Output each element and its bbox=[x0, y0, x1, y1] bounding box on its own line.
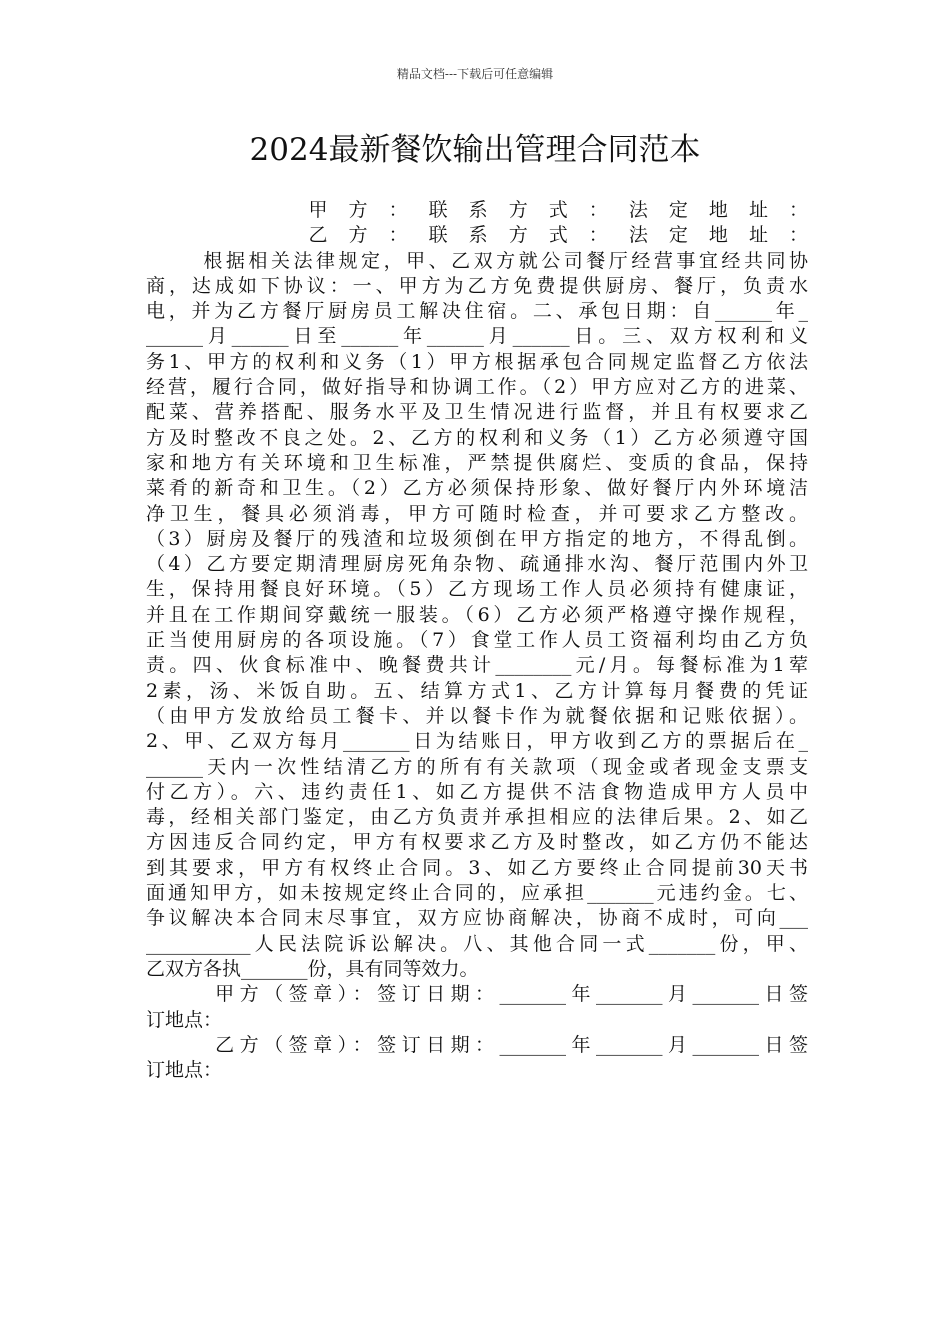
body-line: 面通知甲方，如未按规定终止合同的，应承担_______元违约金。七、 bbox=[146, 882, 808, 905]
body-line: ___________人民法院诉讼解决。八、其他合同一式_______份，甲、 bbox=[146, 932, 808, 955]
body-line: 争议解决本合同末尽事宜，双方应协商解决，协商不成时，可向___ bbox=[146, 907, 808, 930]
document-body bbox=[146, 198, 808, 1083]
body-line: 根据相关法律规定，甲、乙双方就公司餐厅经营事宜经共同协 bbox=[146, 249, 808, 272]
body-line: 务1、甲方的权利和义务（1）甲方根据承包合同规定监督乙方依法 bbox=[146, 350, 808, 373]
party-b-signing-place: 订地点： bbox=[146, 1059, 223, 1082]
body-line: 2素，汤、米饭自助。五、结算方式1、乙方计算每月餐费的凭证 bbox=[146, 679, 808, 702]
body-line: 生，保持用餐良好环境。（5）乙方现场工作人员必须持有健康证， bbox=[146, 578, 808, 601]
body-line: 付乙方）。六、违约责任1、如乙方提供不洁食物造成甲方人员中 bbox=[146, 780, 808, 803]
party-a-signature-line: 甲方（签章）：签订日期：_______年_______月_______日签 bbox=[146, 983, 808, 1006]
body-line: （4）乙方要定期清理厨房死角杂物、疏通排水沟、餐厅范围内外卫 bbox=[146, 553, 808, 576]
document-title: 2024最新餐饮输出管理合同范本 bbox=[249, 132, 701, 168]
body-line: 家和地方有关环境和卫生标准，严禁提供腐烂、变质的食品，保持 bbox=[146, 451, 808, 474]
body-line: 并且在工作期间穿戴统一服装。（6）乙方必须严格遵守操作规程， bbox=[146, 603, 808, 626]
body-line: ______月______日至______年______月______日。三、双方权利和义 bbox=[146, 325, 808, 348]
body-line: 2、甲、乙双方每月_______日为结账日，甲方收到乙方的票据后在_ bbox=[146, 730, 808, 753]
body-line: 毒，经相关部门鉴定，由乙方负责并承担相应的法律后果。2、如乙 bbox=[146, 806, 808, 829]
party-a-line: 甲方：联系方式：法定地址： bbox=[146, 199, 808, 221]
body-line: 净卫生，餐具必须消毒，甲方可随时检查，并可要求乙方整改。 bbox=[146, 502, 808, 525]
body-line: 商，达成如下协议：一、甲方为乙方免费提供厨房、餐厅，负责水 bbox=[146, 274, 808, 297]
page-header-note: 精品文档---下载后可任意编辑 bbox=[396, 67, 554, 81]
body-line: 到其要求，甲方有权终止合同。3、如乙方要终止合同提前30天书 bbox=[146, 856, 808, 879]
body-line: 方因违反合同约定，甲方有权要求乙方及时整改，如乙方仍不能达 bbox=[146, 831, 808, 854]
party-b-line: 乙方：联系方式：法定地址： bbox=[146, 224, 808, 247]
body-line: （由甲方发放给员工餐卡、并以餐卡作为就餐依据和记账依据）。 bbox=[146, 704, 808, 727]
body-line: 配菜、营养搭配、服务水平及卫生情况进行监督，并且有权要求乙 bbox=[146, 401, 808, 424]
body-line: 乙双方各执_______份，具有同等效力。 bbox=[146, 957, 479, 980]
body-line: （3）厨房及餐厅的残渣和垃圾须倒在甲方指定的地方，不得乱倒。 bbox=[146, 527, 808, 550]
party-a-signing-place: 订地点： bbox=[146, 1008, 223, 1031]
body-line: 电，并为乙方餐厅厨房员工解决住宿。二、承包日期：自______年_ bbox=[146, 300, 808, 323]
body-line: 正当使用厨房的各项设施。（7）食堂工作人员工资福利均由乙方负 bbox=[146, 629, 808, 652]
body-line: 经营，履行合同，做好指导和协调工作。（2）甲方应对乙方的进菜、 bbox=[146, 376, 808, 399]
body-line: 责。四、伙食标准中、晚餐费共计________元/月。每餐标准为1荤 bbox=[146, 654, 808, 677]
body-line: ______天内一次性结清乙方的所有有关款项（现金或者现金支票支 bbox=[146, 755, 808, 778]
body-line: 菜肴的新奇和卫生。（2）乙方必须保持形象、做好餐厅内外环境洁 bbox=[146, 477, 808, 500]
body-line: 方及时整改不良之处。2、乙方的权利和义务（1）乙方必须遵守国 bbox=[146, 426, 808, 449]
party-b-signature-line: 乙方（签章）：签订日期：_______年_______月_______日签 bbox=[146, 1033, 808, 1056]
